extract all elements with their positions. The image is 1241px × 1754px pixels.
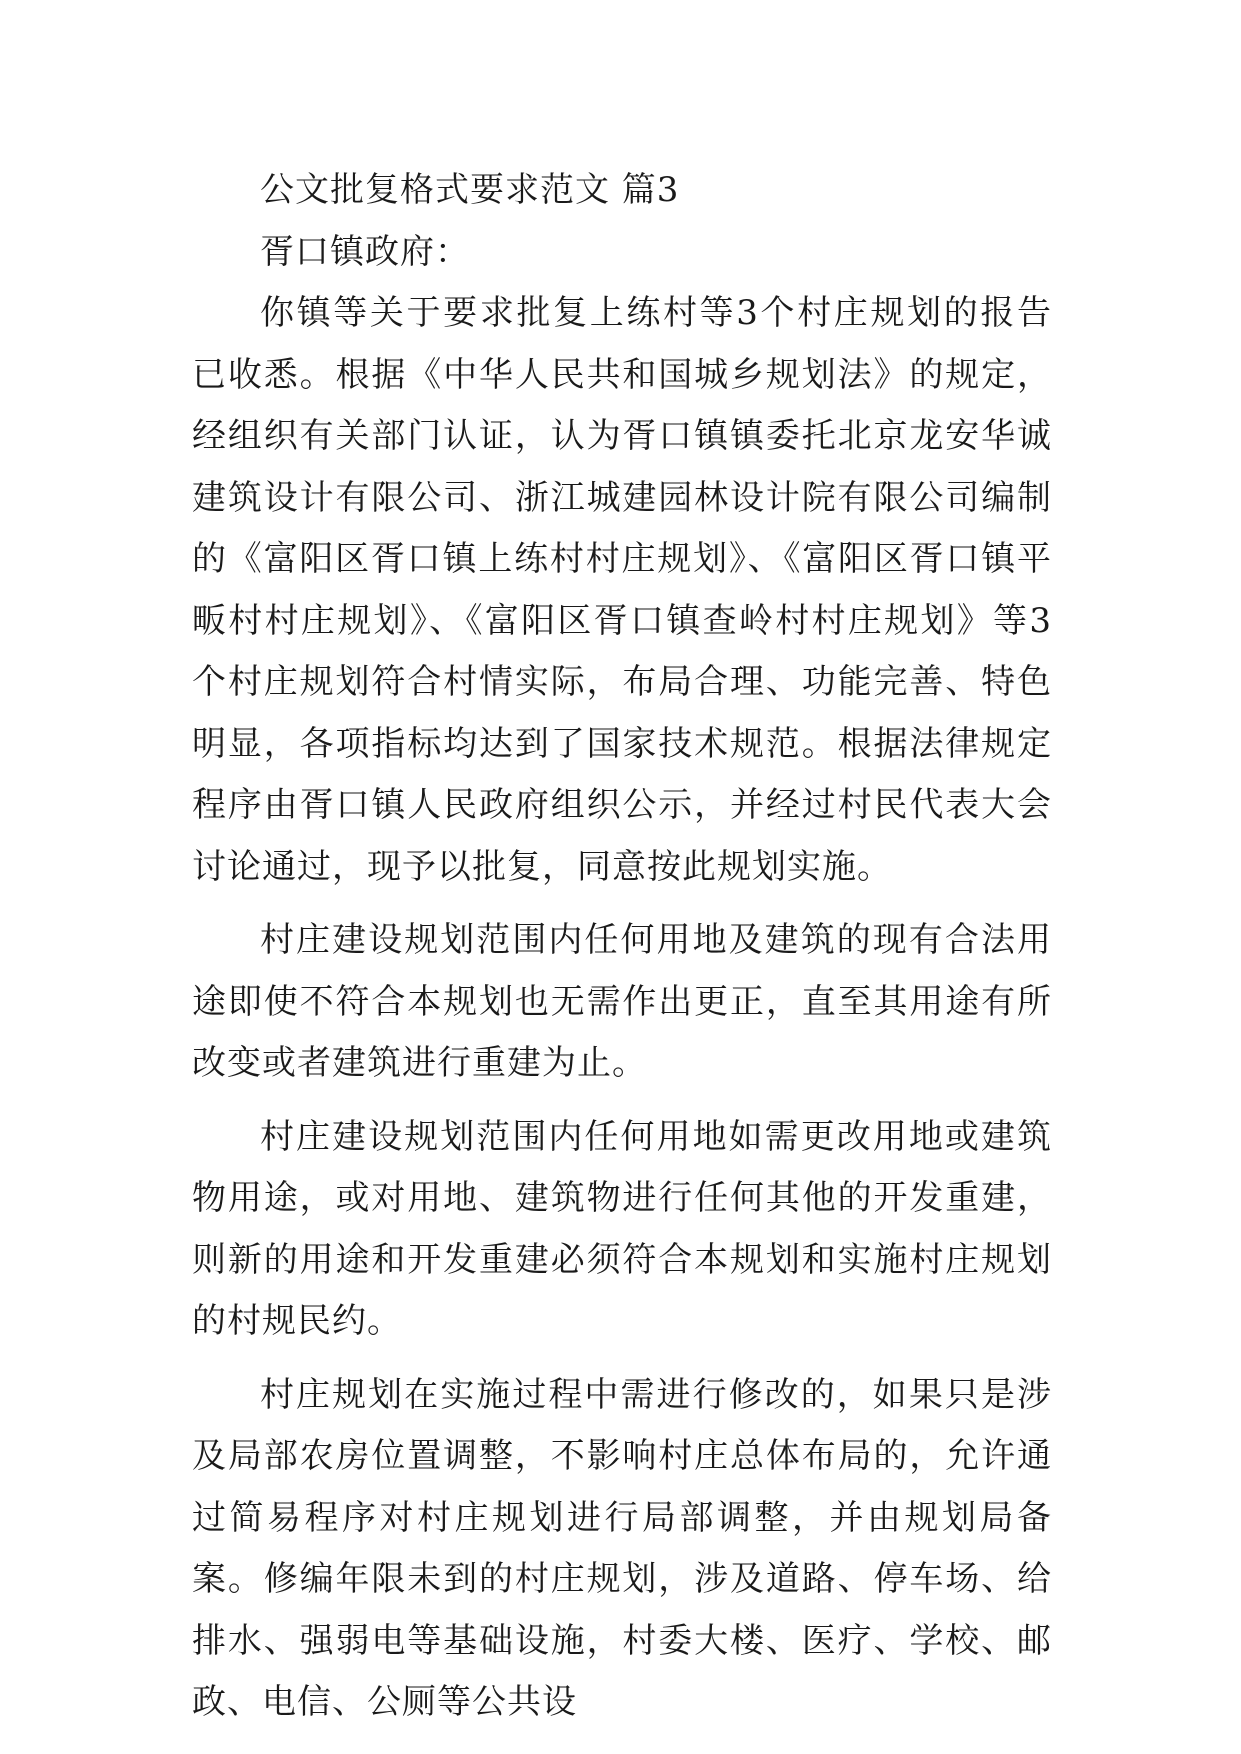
paragraph-2: 村庄建设规划范围内任何用地及建筑的现有合法用途即使不符合本规划也无需作出更正，直至其用途有所改变或者建筑进行重建为止。 bbox=[192, 920, 1052, 1083]
paragraph-3: 村庄建设规划范围内任何用地如需更改用地或建筑物用途，或对用地、建筑物进行任何其他的开发重建，则新的用途和开发重建必须符合本规划和实施村庄规划的村规民约。 bbox=[192, 1116, 1052, 1341]
paragraph-4: 村庄规划在实施过程中需进行修改的，如果只是涉及局部农房位置调整，不影响村庄总体布局的，允许通过简易程序对村庄规划进行局部调整，并由规划局备案。修编年限未到的村庄规划，涉及道路、停车场、给排水、强弱电等基础设施，村委大楼、医疗、学校、邮政、电信、公厕等公共设 bbox=[192, 1374, 1052, 1722]
document-heading: 公文批复格式要求范文 篇3 bbox=[260, 170, 680, 210]
addressee-line: 胥口镇政府： bbox=[260, 231, 470, 272]
paragraph-1: 你镇等关于要求批复上练村等3个村庄规划的报告已收悉。根据《中华人民共和国城乡规划法》的规定，经组织有关部门认证，认为胥口镇镇委托北京龙安华诚建筑设计有限公司、浙江城建园林设计院有限公司编制的《富阳区胥口镇上练村村庄规划》、《富阳区胥口镇平畈村村庄规划》、《富阳区胥口镇查岭村村庄规划》等3个村庄规划符合村情实际，布局合理、功能完善、特色明显，各项指标均达到了国家技术规范。根据法律规定程序由胥口镇人民政府组织公示，并经过村民代表大会讨论通过，现予以批复，同意按此规划实施。 bbox=[192, 293, 1052, 887]
document-body bbox=[192, 160, 1052, 1746]
